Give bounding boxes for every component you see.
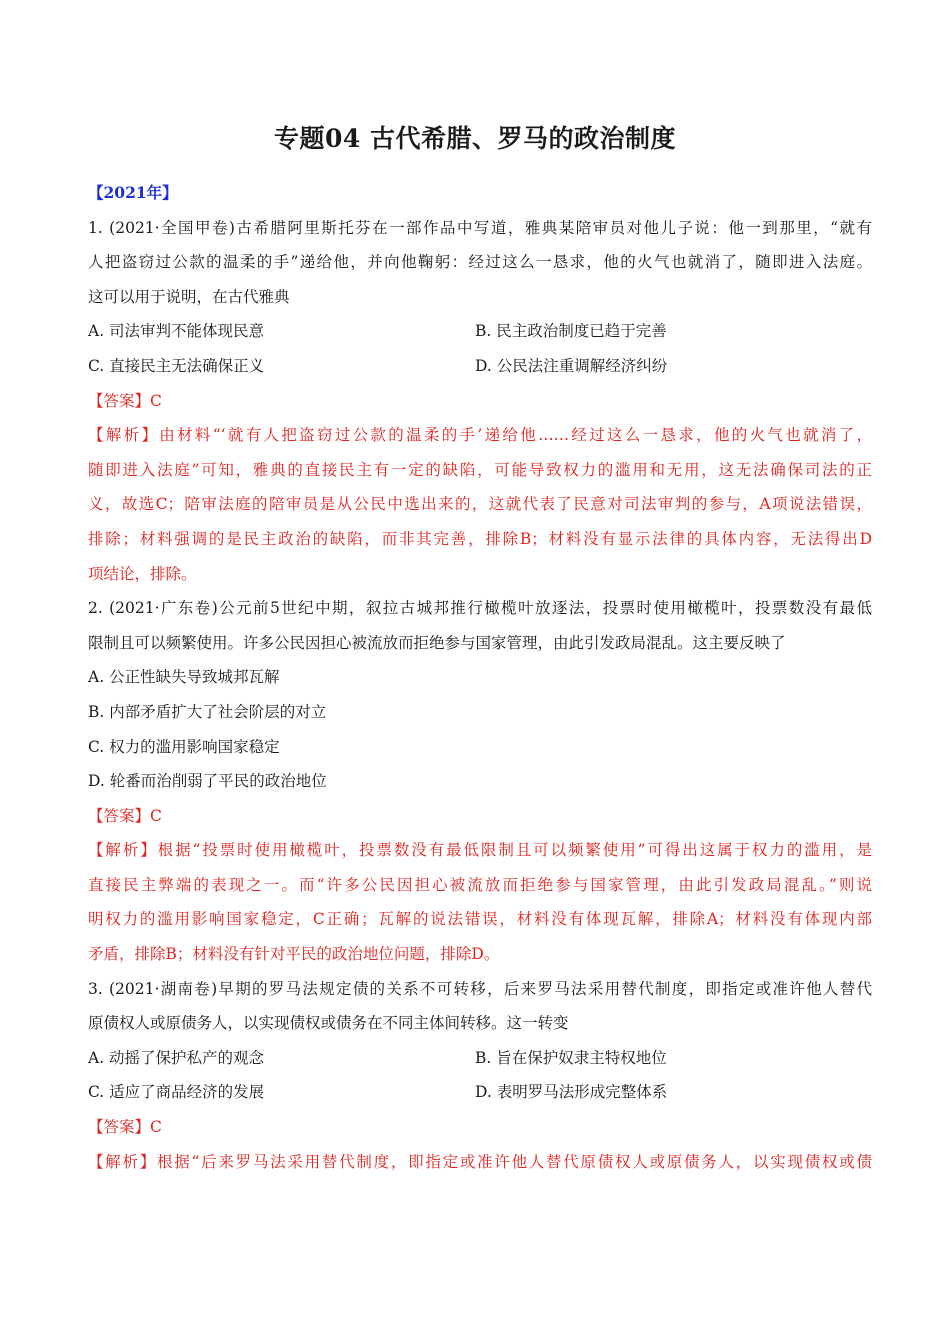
analysis-line: 明权力的滥用影响国家稳定，C正确；瓦解的说法错误，材料没有体现瓦解，排除A；材料没有体现内部	[88, 910, 872, 929]
answer-line	[88, 1110, 872, 1145]
option-c: C. 权力的滥用影响国家稳定	[88, 737, 280, 756]
answer-label: 【答案】	[88, 1118, 151, 1137]
answer-line	[88, 384, 872, 419]
question-stem-line: 原债权人或原债务人，以实现债权或债务在不同主体间转移。这一转变	[88, 1014, 569, 1033]
option-d: D. 轮番而治削弱了平民的政治地位	[88, 772, 327, 791]
analysis-line: 矛盾，排除B；材料没有针对平民的政治地位问题，排除D。	[88, 945, 500, 964]
analysis-text: 根据“后来罗马法采用替代制度，即指定或准许他人替代原债权人或原债务人，以实现债权或债	[156, 1152, 872, 1171]
options-row	[88, 314, 872, 349]
option-c: C. 适应了商品经济的发展	[88, 1083, 265, 1102]
analysis-label: 【解析】	[88, 841, 158, 860]
option-b: B. 内部矛盾扩大了社会阶层的对立	[88, 702, 327, 721]
option-d: D. 表明罗马法形成完整体系	[475, 1083, 668, 1102]
option-a: A. 动摇了保护私产的观念	[88, 1048, 265, 1067]
option-c: C. 直接民主无法确保正义	[88, 356, 265, 375]
analysis-label: 【解析】	[88, 1152, 157, 1171]
document-body	[88, 176, 872, 1179]
answer-line	[88, 799, 872, 834]
analysis-text: 由材料“‘就有人把盗窃过公款的温柔的手’递给他……经过这么一恳求，他的火气也就消了，	[159, 426, 872, 445]
option-a: A. 司法审判不能体现民意	[88, 322, 265, 341]
page-title: 专题04 古代希腊、罗马的政治制度	[274, 124, 676, 153]
option-a: A. 公正性缺失导致城邦瓦解	[88, 668, 280, 687]
analysis-label: 【解析】	[88, 426, 160, 445]
question-stem-line: 3. (2021·湖南卷)早期的罗马法规定债的关系不可转移，后来罗马法采用替代制度，即指定或准许他人替代	[88, 979, 872, 998]
answer-value: C	[150, 806, 162, 825]
analysis-line: 义，故选C；陪审法庭的陪审员是从公民中选出来的，这就代表了民意对司法审判的参与，A项说法错误，	[88, 495, 872, 514]
answer-value: C	[150, 391, 162, 410]
analysis-line: 直接民主弊端的表现之一。而“许多公民因担心被流放而拒绝参与国家管理，由此引发政局混乱。”则说	[88, 875, 872, 894]
question-2	[88, 591, 872, 972]
analysis-line: 随即进入法庭”可知，雅典的直接民主有一定的缺陷，可能导致权力的滥用和无用，这无法确保司法的正	[88, 460, 872, 479]
question-stem-line: 2. (2021·广东卷)公元前5世纪中期，叙拉古城邦推行橄榄叶放逐法，投票时使用橄榄叶，投票数没有最低	[88, 599, 872, 618]
question-1	[88, 211, 872, 592]
option-b: B. 旨在保护奴隶主特权地位	[475, 1048, 667, 1067]
question-stem-line: 1. (2021·全国甲卷)古希腊阿里斯托芬在一部作品中写道，雅典某陪审员对他儿子说：他一到那里，“就有	[88, 218, 872, 237]
option-d: D. 公民法注重调解经济纠纷	[475, 356, 668, 375]
question-stem-line: 人把盗窃过公款的温柔的手”递给他，并向他鞠躬：经过这么一恳求，他的火气也就消了，随即进入法庭。	[88, 253, 872, 272]
options-row	[88, 1075, 872, 1110]
analysis-line: 排除；材料强调的是民主政治的缺陷，而非其完善，排除B；材料没有显示法律的具体内容，无法得出D	[88, 529, 872, 548]
answer-label: 【答案】	[88, 391, 151, 410]
analysis-line	[88, 833, 872, 868]
section-year-heading: 【2021年】	[88, 183, 178, 202]
question-3	[88, 972, 872, 1180]
analysis-text: 根据“投票时使用橄榄叶，投票数没有最低限制且可以频繁使用”可得出这属于权力的滥用，是	[157, 841, 872, 860]
answer-label: 【答案】	[88, 806, 151, 825]
analysis-line	[88, 1145, 872, 1180]
question-stem-line: 这可以用于说明，在古代雅典	[88, 287, 290, 306]
options-row	[88, 349, 872, 384]
options-row	[88, 1041, 872, 1076]
option-b: B. 民主政治制度已趋于完善	[475, 322, 667, 341]
answer-value: C	[150, 1118, 162, 1137]
question-stem-line: 限制且可以频繁使用。许多公民因担心被流放而拒绝参与国家管理，由此引发政局混乱。这主要反映了	[88, 633, 786, 652]
analysis-line: 项结论，排除。	[88, 564, 197, 583]
analysis-line	[88, 418, 872, 453]
